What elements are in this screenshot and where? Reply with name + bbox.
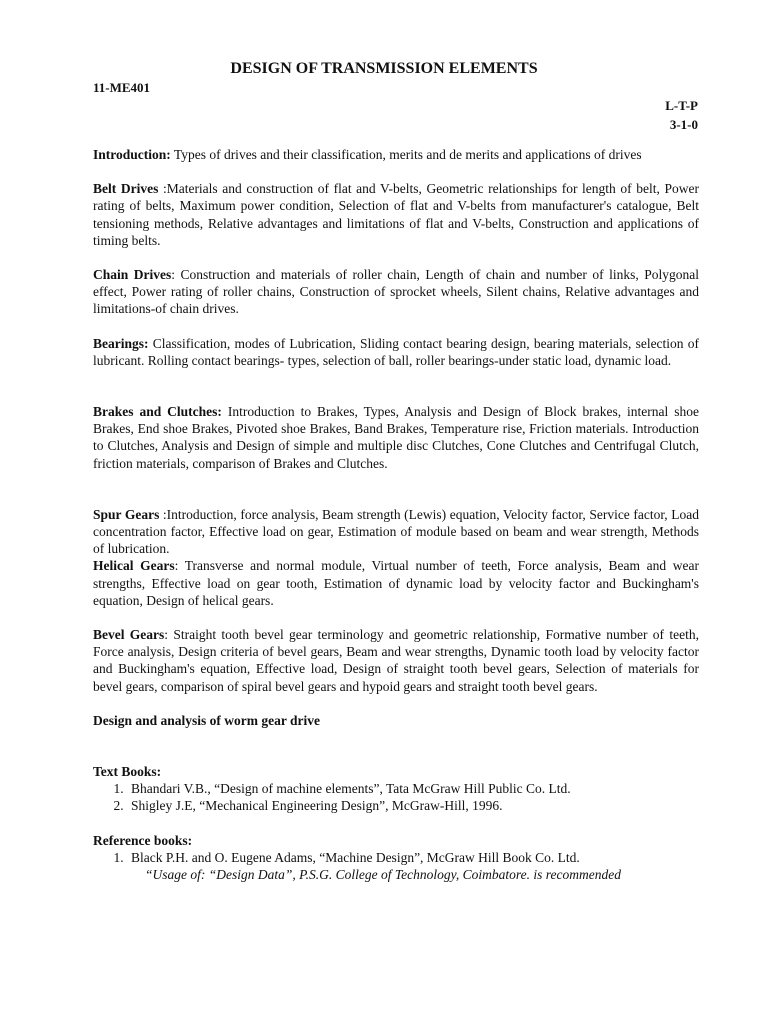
section-belt-drives: [93, 180, 699, 249]
ltp-block: [665, 96, 698, 134]
section-heading: Spur Gears: [93, 506, 160, 522]
section-body: :Introduction, force analysis, Beam strength (Lewis) equation, Velocity factor, Service factor, Load concentration factor, Effective load on gear, Estimation of module based on beam and wear strength, Methods of lubrication.: [93, 506, 699, 557]
section-body: : Transverse and normal module, Virtual number of teeth, Force analysis, Beam and wear strengths, Effective load on gear tooth, Estimation of dynamic load by velocity factor and Buckingham's equation, Design of helical gears.: [93, 558, 699, 608]
section-body: Types of drives and their classification, merits and de merits and applications of drives: [170, 147, 642, 162]
section-spur-gears: [93, 506, 699, 558]
section-body: Introduction to Brakes, Types, Analysis and Design of Block brakes, internal shoe Brakes, End shoe Brakes, Pivoted shoe Brakes, Band Brakes, Temperature rise, Friction materials. Introduction to Clutches, Analysis and Design of simple and multiple disc Clutches, Cone Clutches and Centrifugal Clutch, friction materials, comparison of Brakes and Clutches.: [93, 404, 699, 471]
section-heading: Introduction:: [93, 147, 171, 162]
section-heading: Brakes and Clutches:: [93, 404, 222, 420]
text-books-heading: Text Books:: [93, 764, 162, 780]
section-bearings: [93, 335, 699, 369]
section-body: : Straight tooth bevel gear terminology and geometric relationship, Formative number of teeth, Force analysis, Design criteria of bevel gears, Beam and wear strengths, Dynamic tooth load by velocity factor and Buckingham's equation, Effective load, Design of straight tooth bevel gears, Selection of materials for bevel gears, comparison of spiral bevel gears and hypoid gears and straight tooth bevel gears.: [93, 627, 699, 694]
section-heading: Helical Gears: [93, 558, 175, 574]
page-title: DESIGN OF TRANSMISSION ELEMENTS: [230, 60, 538, 77]
section-bevel-gears: [93, 626, 699, 695]
course-code: 11-ME401: [93, 80, 151, 95]
syllabus-content: [93, 146, 699, 883]
list-item: 2. Shigley J.E, “Mechanical Engineering Design”, McGraw-Hill, 1996.: [127, 797, 699, 814]
section-introduction: [93, 146, 699, 163]
list-item: 1. Black P.H. and O. Eugene Adams, “Machine Design”, McGraw Hill Book Co. Ltd.: [127, 849, 699, 866]
ltp-label: L-T-P: [665, 98, 698, 113]
ltp-value: 3-1-0: [669, 117, 698, 132]
section-helical-gears: [93, 557, 699, 609]
reference-books-heading: Reference books:: [93, 832, 193, 848]
section-brakes-clutches: [93, 403, 699, 472]
section-body: : Construction and materials of roller chain, Length of chain and number of links, Polygonal effect, Power rating of roller chains, Construction of sprocket wheels, Silent chains, Relative advantages and limitations-of chain drives.: [93, 267, 699, 317]
section-worm-gear: Design and analysis of worm gear drive: [93, 712, 321, 728]
section-heading: Belt Drives: [93, 181, 159, 197]
section-heading: Chain Drives: [93, 267, 172, 283]
reference-books-list: [93, 849, 699, 866]
list-item: 1. Bhandari V.B., “Design of machine elements”, Tata McGraw Hill Public Co. Ltd.: [127, 780, 699, 797]
recommendation-note: “Usage of: “Design Data”, P.S.G. College of Technology, Coimbatore. is recommended: [145, 867, 621, 883]
text-books-list: [93, 780, 699, 814]
section-body: Classification, modes of Lubrication, Sliding contact bearing design, bearing materials, selection of lubricant. Rolling contact bearings- types, selection of ball, roller bearings-under static load, dynamic load.: [93, 335, 699, 368]
section-chain-drives: [93, 266, 699, 318]
section-heading: Bearings:: [93, 335, 149, 351]
section-body: :Materials and construction of flat and V-belts, Geometric relationships for length of belt, Power rating of belts, Maximum power condition, Selection of flat and V-belts from manufacturer's catalogue, Belt tensioning methods, Relative advantages and limitations of flat and V-belts, Construction and applications of timing belts.: [93, 181, 699, 248]
section-heading: Bevel Gears: [93, 627, 165, 643]
